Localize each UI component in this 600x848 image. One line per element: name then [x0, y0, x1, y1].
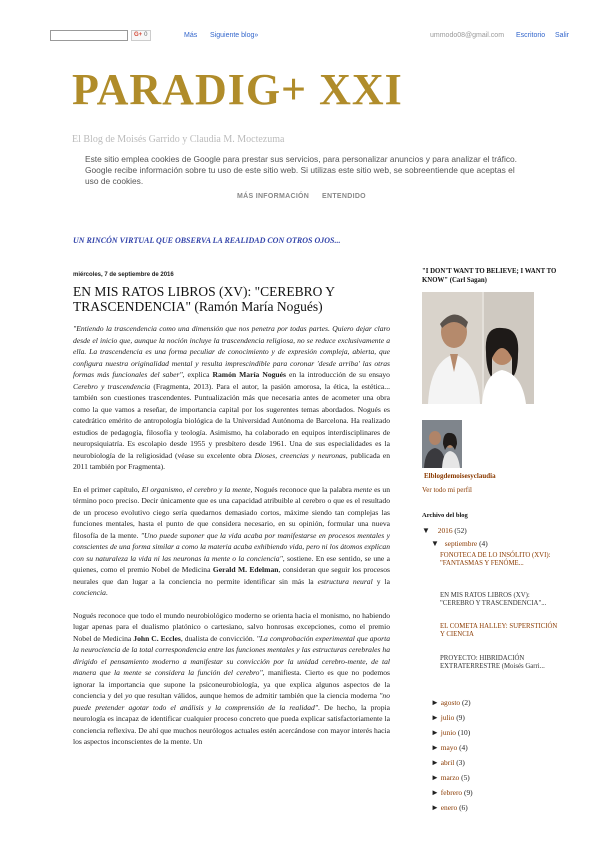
person-name: John C. Eccles — [133, 633, 181, 643]
emphasis-text: yo — [125, 691, 133, 700]
archive-month-label[interactable]: mayo — [440, 743, 458, 752]
archive-post-link[interactable]: EL COMETA HALLEY: SUPERSTICIÓN Y CIENCIA — [440, 623, 558, 639]
gplus-count: 0 — [144, 32, 148, 38]
archive-year-2016[interactable] — [422, 526, 467, 535]
profile-avatar[interactable] — [422, 420, 462, 468]
archive-month-count: (4) — [459, 743, 468, 752]
person-name: Gerald M. Edelman — [212, 565, 279, 574]
blog-subtitle: El Blog de Moisés Garrido y Claudia M. Moctezuma — [72, 134, 285, 145]
archive-year-count: (52) — [454, 526, 467, 535]
expand-right-icon[interactable]: ► — [431, 758, 439, 767]
blogger-navbar — [0, 0, 600, 39]
body-text: . — [105, 588, 108, 597]
expand-right-icon[interactable]: ► — [431, 713, 439, 722]
body-text: , dualista de convicción. — [180, 633, 257, 643]
quote-text: "no puede pretender agotar todo el análisis y la comprensión de la realidad" — [73, 691, 391, 712]
archive-month-row[interactable] — [431, 743, 468, 752]
archive-month-row[interactable] — [431, 773, 470, 782]
gplus-label: G+ — [134, 32, 143, 38]
quote-text: "La comprobación experimental que aporta la neurociencia de la total correspondencia entre las funciones mentales y las estructuras cerebrales ha dirigido el pensamiento moderno a manifestar su convicción por la unidad cerebro-mente, de tal manera que la mente se considera la función del cerebro" — [73, 633, 390, 677]
book-title: Cerebro y trascendencia — [73, 381, 151, 391]
dashboard-link[interactable]: Escritorio — [516, 32, 546, 39]
body-text: . De hecho, la propia neurología es incapaz de identificar cualquier proceso concreto que pueda explicar satisfactoriamente la conciencia reflexiva. De ahí que muchos neurólogos actuales estén acercándose con mayor interés hacia los aspectos inconscientes de la mente. Un — [73, 702, 390, 746]
authors-photo — [422, 292, 534, 404]
expand-right-icon[interactable]: ► — [431, 788, 439, 797]
body-text: , publicada en 2011 también por Fragmenta). — [73, 450, 390, 471]
body-text: , Nogués reconoce que la palabra — [250, 484, 354, 494]
archive-month-label[interactable]: febrero — [440, 788, 463, 797]
archive-month-count: (2) — [461, 698, 471, 707]
quote-text: "Uno puede suponer que la vida acaba por manifestarse en procesos mentales y conscientes de una forma similar a como la materia acaba exhibiendo vida, pero ni los átomos explican con su naturaleza la vida ni las neuronas la mente o la conciencia" — [73, 530, 390, 563]
chapter-title: El organismo, el cerebro y la mente — [141, 484, 251, 494]
archive-month-label[interactable]: enero — [440, 803, 458, 812]
archive-month-row[interactable] — [431, 788, 473, 797]
blog-tagline: UN RINCÓN VIRTUAL QUE OBSERVA LA REALIDAD CON OTROS OJOS... — [73, 236, 341, 245]
expand-right-icon[interactable]: ► — [431, 728, 439, 737]
archive-post-link[interactable]: FONOTECA DE LO INSÓLITO (XVI): "FANTASMAS Y FENÓME... — [440, 552, 551, 568]
archive-year-label[interactable]: 2016 — [437, 526, 453, 535]
cookie-banner — [0, 146, 600, 216]
quote-text: "Entiendo la trascendencia como una dimensión que nos penetra por todas partes. Quiero dejar claro desde el inicio que, aunque la noción incluye la trascendencia religiosa, no se reduce exclusivamente a ella. La trascendencia es una forma peculiar de conocimiento y de expresión compleja, abierta, que configura nuestra originalidad mental y resulta imprescindible para coronar 'desde arriba' las otras formas más funcionales del saber", — [73, 324, 390, 379]
blog-title[interactable]: PARADIG+ XXI — [72, 65, 403, 114]
archive-month-count: (9) — [456, 713, 465, 722]
expand-right-icon[interactable]: ► — [431, 773, 439, 782]
expand-down-icon[interactable]: ▼ — [422, 526, 430, 535]
archive-month-label[interactable]: abril — [440, 758, 455, 767]
emphasis-text: conciencia — [73, 588, 106, 597]
archive-month-count: (9) — [463, 788, 473, 797]
authors-photo-image — [422, 292, 534, 404]
archive-post-current[interactable]: EN MIS RATOS LIBROS (XV): "CEREBRO Y TRASCENDENCIA"... — [440, 592, 547, 608]
navbar-search-input[interactable] — [50, 30, 128, 41]
expand-right-icon[interactable]: ► — [431, 803, 439, 812]
next-blog-link[interactable]: Siguiente blog» — [210, 32, 259, 39]
archive-month-label[interactable]: agosto — [440, 698, 461, 707]
body-text: en la introducción de su ensayo — [285, 370, 390, 379]
author-name: Ramón María Nogués — [212, 370, 286, 379]
cookie-more-info-button[interactable]: MÁS INFORMACIÓN — [237, 193, 310, 200]
archive-month-count: (6) — [459, 803, 468, 812]
archive-heading: Archivo del blog — [422, 512, 468, 519]
more-link[interactable]: Más — [184, 32, 198, 39]
expand-right-icon[interactable]: ► — [431, 743, 439, 752]
archive-month-row[interactable] — [431, 758, 465, 767]
archive-month-count: (3) — [456, 758, 465, 767]
body-text: , sostiene. En ese sentido, se une a quienes, como el premio Nobel de Medicina — [73, 553, 390, 574]
cookie-accept-button[interactable]: ENTENDIDO — [322, 193, 366, 200]
body-text: , manifiesta. Cierto es que no podemos ignorar la importancia que supone la psiconeurobiología, ya que explica algunos aspectos de la conciencia y del — [73, 668, 390, 700]
user-email: ummodo08@gmail.com — [430, 32, 505, 39]
archive-month-row[interactable] — [431, 803, 468, 812]
body-text: En el primer capítulo, — [73, 484, 142, 494]
cookie-text: Este sitio emplea cookies de Google para prestar sus servicios, para personalizar anuncios y para analizar el tráfico. Google recibe información sobre tu uso de este sitio web. Si utilizas este sitio web, se sobreentiende que aceptas el uso de cookies. — [85, 154, 517, 186]
gplus-button[interactable] — [131, 30, 151, 41]
emphasis-text: mente — [353, 484, 373, 494]
sign-out-link[interactable]: Salir — [555, 32, 570, 39]
archive-month-row[interactable] — [431, 728, 470, 737]
body-text: Nogués reconoce que todo el mundo neurobiológico moderno se orienta hacia el monismo, no habiendo lugar apenas para el dualismo platónico o cartesiano, salvo honrosas excepciones, como el premio Nobel de Medicina — [73, 610, 390, 643]
post-paragraph-1 — [73, 323, 390, 473]
body-text: , consideran que seguir los procesos neurales que dan lugar a la conciencia no permite identificar sin más la — [73, 565, 390, 586]
archive-month-label[interactable]: junio — [440, 728, 456, 737]
body-text: que resultan válidos, aunque hemos de admitir también que la ciencia moderna — [132, 691, 380, 700]
expand-right-icon[interactable]: ► — [431, 698, 439, 707]
view-profile-link[interactable]: Ver todo mi perfil — [422, 486, 472, 494]
archive-month-count: (10) — [457, 728, 471, 737]
profile-avatar-image — [422, 420, 462, 468]
body-text: (Fragmenta, 2013). Para el autor, la pasión amorosa, la ética, la estética... también son cuestiones trascendentes. Puntualización más que necesaria antes de acometer una obra como la que vamos a reseñar, de importancia capital por los sugerentes temas abordados. Nogués es catedrático emérito de antropología biológica de la Universidad Autónoma de Barcelona. Ha realizado estudios de pedagogía, filosofía y teología. Asimismo, ha colaborado en equipos interdisciplinares de neuropsiquiatría. Es escolapio desde 1955 y presbítero desde 1961. Una de sus especialidades es la neurobiología de la religiosidad (véase su excelente obra — [73, 381, 390, 460]
post-body — [73, 323, 390, 759]
expand-down-icon[interactable]: ▼ — [431, 539, 439, 548]
book-title: Dioses, creencias y neuronas — [254, 450, 346, 460]
archive-month-label[interactable]: marzo — [440, 773, 460, 782]
archive-month-count: (5) — [461, 773, 470, 782]
archive-post-link[interactable]: PROYECTO: HIBRIDACIÓN EXTRATERRESTRE (Moisés Garri... — [440, 655, 545, 671]
emphasis-text: estructura neural — [317, 576, 373, 586]
archive-month-row[interactable] — [431, 713, 465, 722]
profile-name-link[interactable]: Elblogdemoisesyclaudia — [424, 472, 496, 480]
archive-month-label[interactable]: septiembre — [444, 539, 478, 548]
archive-month-label[interactable]: julio — [440, 713, 455, 722]
body-text: explica — [184, 370, 213, 379]
post-date: miércoles, 7 de septiembre de 2016 — [73, 272, 174, 278]
post-paragraph-3 — [73, 610, 390, 748]
body-text: y la — [372, 576, 390, 586]
post-paragraph-2 — [73, 484, 390, 599]
body-text: es un término poco preciso. Decir únicamente que es una capacidad atribuible al cerebro o que es el resultado de un proceso evolutivo ciego sería quedarnos demasiado cortos, máxime siendo tan complejas las funciones mentales, hasta el punto de que considera necesario, en su opinión, formular una nueva filosofía de la mente. — [73, 484, 391, 540]
archive-month-count: (4) — [479, 539, 488, 548]
archive-month-september[interactable] — [431, 539, 488, 548]
sidebar-quote: "I DON'T WANT TO BELIEVE; I WANT TO KNOW" (Carl Sagan) — [422, 268, 557, 284]
archive-month-row[interactable] — [431, 698, 471, 707]
post-title[interactable]: EN MIS RATOS LIBROS (XV): "CEREBRO Y TRASCENDENCIA" (Ramón María Nogués) — [73, 284, 335, 314]
